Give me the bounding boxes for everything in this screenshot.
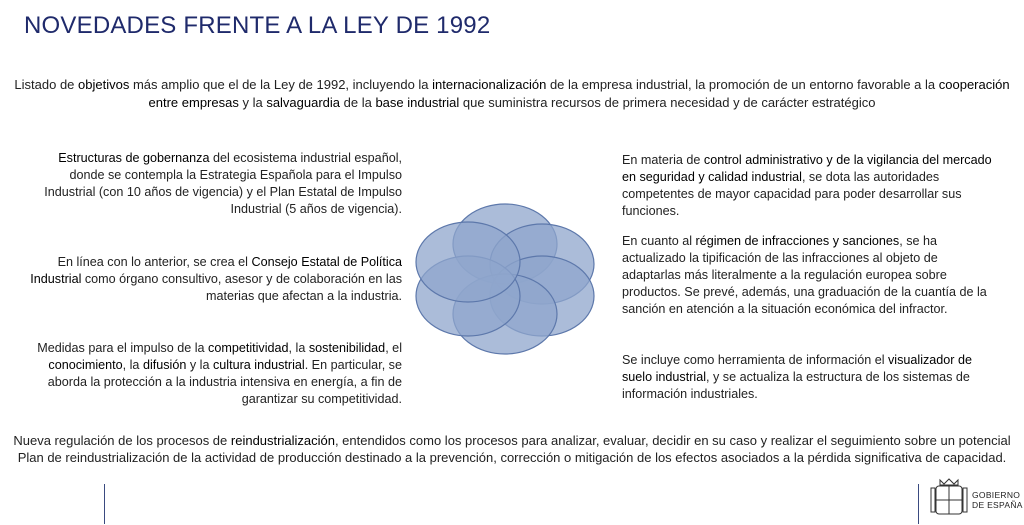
left-text-block-council: En línea con lo anterior, se crea el Consejo Estatal de Política Industrial como órgano consultivo, asesor y de colaboración en las materias que afectan a la industria. xyxy=(30,255,402,303)
page-title: NOVEDADES FRENTE A LA LEY DE 1992 xyxy=(24,12,491,39)
government-logo-text: GOBIERNO DE ESPAÑA xyxy=(972,490,1023,510)
highlighted-term: control administrativo y de la vigilancia del mercado en seguridad y calidad industrial xyxy=(622,153,992,184)
footer-divider-left xyxy=(104,484,105,524)
right-text-block-visualizer: Se incluye como herramienta de información el visualizador de suelo industrial, y se actualiza la estructura de los sistemas de información industriales. xyxy=(622,353,973,401)
highlighted-term: base industrial xyxy=(375,95,460,110)
left-text-block-governance: Estructuras de gobernanza del ecosistema industrial español, donde se contempla la Estrategia Española para el Impulso Industrial (con 10 años de vigencia) y el Plan Estatal de Impulso Industrial (5 años de vigencia). xyxy=(44,151,402,216)
highlighted-term: cooperación entre empresas xyxy=(148,77,1010,110)
highlighted-term: Estructuras de gobernanza xyxy=(58,151,210,165)
highlighted-term: cultura industrial xyxy=(212,358,305,372)
intro-paragraph: Listado de objetivos más amplio que el de la Ley de 1992, incluyendo la internacionalización de la empresa industrial, la promoción de un entorno favorable a la cooperación entre empresas y la salvaguardia de la base industrial que suministra recursos de primera necesidad y de carácter estratégico xyxy=(14,77,1010,110)
highlighted-term: sostenibilidad xyxy=(308,341,386,355)
highlighted-term: conocimiento xyxy=(48,358,123,372)
highlighted-term: objetivos xyxy=(78,77,130,92)
highlighted-term: régimen de infracciones y sanciones xyxy=(695,234,900,248)
flower-diagram xyxy=(414,196,596,358)
flower-petal xyxy=(416,222,520,302)
footer-divider-right xyxy=(918,484,919,524)
highlighted-term: difusión xyxy=(142,358,187,372)
outro-paragraph: Nueva regulación de los procesos de reindustrialización, entendidos como los procesos para analizar, evaluar, decidir en su caso y realizar el seguimiento sobre un potencial Plan de reindustrialización de la actividad de producción destinado a la prevención, corrección o mitigación de los efectos asociados a la pérdida significativa de capacidad. xyxy=(13,433,1011,465)
highlighted-term: Consejo Estatal de Política Industrial xyxy=(30,255,402,286)
right-text-block-control: En materia de control administrativo y de la vigilancia del mercado en seguridad y calidad industrial, se dota las autoridades competentes de mayor capacidad para poder desarrollar sus funciones. xyxy=(622,153,992,218)
highlighted-term: competitividad xyxy=(208,341,289,355)
highlighted-term: visualizador de suelo industrial xyxy=(622,353,973,384)
highlighted-term: reindustrialización xyxy=(230,433,335,448)
left-text-block-measures: Medidas para el impulso de la competitividad, la sostenibilidad, el conocimiento, la difusión y la cultura industrial. En particular, se aborda la protección a la industria intensiva en energía, a fin de garantizar su competitividad. xyxy=(37,341,402,406)
highlighted-term: salvaguardia xyxy=(266,95,341,110)
highlighted-term: internacionalización xyxy=(432,77,547,92)
right-text-block-sanctions: En cuanto al régimen de infracciones y sanciones, se ha actualizado la tipificación de las infracciones al objeto de adaptarlas más literalmente a la regulación europea sobre productos. Se prevé, además, una graduación de la cuantía de la sanción en atención a la situación económica del infractor. xyxy=(622,234,987,316)
